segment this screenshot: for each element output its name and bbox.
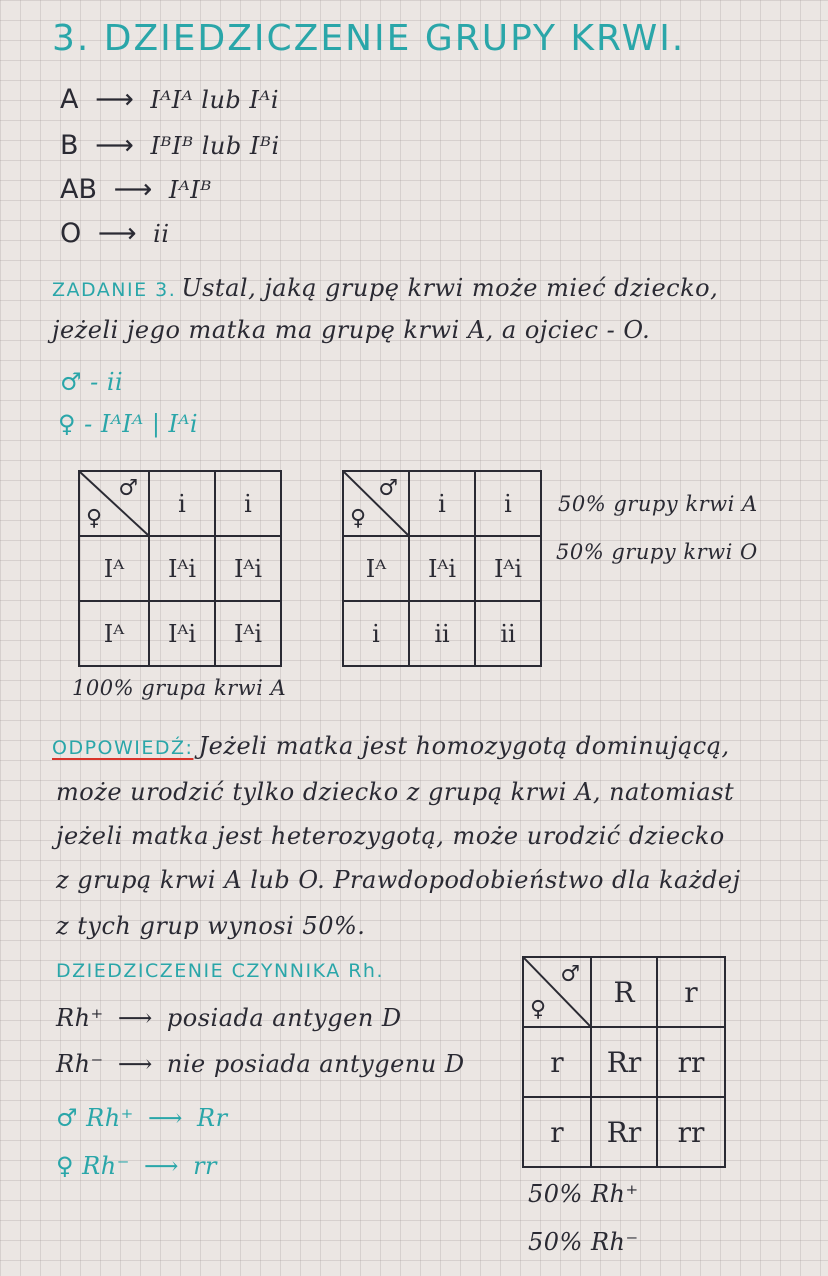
rh-male-row bbox=[56, 1104, 228, 1132]
col-header: R bbox=[591, 957, 657, 1027]
group-label: AB bbox=[60, 174, 97, 205]
row-header: Iᴬ bbox=[79, 601, 149, 666]
genotype-row-ab bbox=[60, 174, 212, 205]
arrow-icon: ⟶ bbox=[147, 1104, 183, 1132]
arrow-icon: ⟶ bbox=[117, 1050, 153, 1078]
offspring-cell: Rr bbox=[591, 1027, 657, 1097]
answer-text-5: z tych grup wynosi 50%. bbox=[56, 912, 366, 940]
male-icon: ♂ bbox=[560, 962, 580, 987]
row-header: r bbox=[523, 1097, 591, 1167]
rh-minus-label: Rh⁻ bbox=[56, 1050, 104, 1078]
answer-text-3: jeżeli matka jest heterozygotą, może urodzić dziecko bbox=[56, 822, 725, 850]
group-label: B bbox=[60, 130, 79, 161]
col-header: i bbox=[149, 471, 215, 536]
rh-heading: DZIEDZICZENIE CZYNNIKA Rh. bbox=[56, 960, 385, 982]
offspring-cell: rr bbox=[657, 1097, 725, 1167]
punnett-square-1 bbox=[78, 470, 282, 667]
task-label: ZADANIE 3. bbox=[52, 279, 177, 301]
col-header: i bbox=[215, 471, 281, 536]
genotype-row-a bbox=[60, 84, 279, 115]
group-label: O bbox=[60, 218, 82, 249]
offspring-cell: Iᴬi bbox=[475, 536, 541, 601]
punnett2-result-2: 50% grupy krwi O bbox=[556, 540, 758, 564]
answer-text-4: z grupą krwi A lub O. Prawdopodobieństwo dla każdej bbox=[56, 866, 741, 894]
offspring-cell: ii bbox=[475, 601, 541, 666]
parent-female: ♀ - IᴬIᴬ | Iᴬi bbox=[58, 410, 199, 438]
punnett3-result-2: 50% Rh⁻ bbox=[528, 1228, 639, 1256]
arrow-icon: ⟶ bbox=[144, 1152, 179, 1180]
rh-minus-row bbox=[56, 1050, 465, 1078]
genotype-row-b bbox=[60, 130, 280, 161]
answer-line-1 bbox=[52, 732, 730, 760]
col-header: i bbox=[475, 471, 541, 536]
offspring-cell: Rr bbox=[591, 1097, 657, 1167]
punnett3-result-1: 50% Rh⁺ bbox=[528, 1180, 639, 1208]
corner-cell bbox=[343, 471, 409, 536]
rh-minus-desc: nie posiada antygenu D bbox=[166, 1050, 465, 1078]
male-icon: ♂ bbox=[118, 476, 138, 501]
punnett1-caption: 100% grupa krwi A bbox=[72, 676, 287, 700]
arrow-icon: ⟶ bbox=[95, 84, 134, 115]
punnett-square-3 bbox=[522, 956, 726, 1168]
parent-male: ♂ - ii bbox=[60, 368, 124, 396]
female-icon: ♀ bbox=[86, 506, 103, 531]
genotype-row-o bbox=[60, 218, 170, 249]
rh-plus-row bbox=[56, 1004, 402, 1032]
row-header: Iᴬ bbox=[79, 536, 149, 601]
arrow-icon: ⟶ bbox=[113, 174, 153, 205]
corner-cell bbox=[79, 471, 149, 536]
punnett-square-2 bbox=[342, 470, 542, 667]
group-label: A bbox=[60, 84, 79, 115]
arrow-icon: ⟶ bbox=[117, 1004, 153, 1032]
offspring-cell: Iᴬi bbox=[215, 536, 281, 601]
task-text-2: jeżeli jego matka ma grupę krwi A, a ojciec - O. bbox=[52, 316, 651, 344]
rh-male: ♂ Rh⁺ bbox=[56, 1104, 134, 1132]
offspring-cell: Iᴬi bbox=[149, 601, 215, 666]
rh-male-genotype: Rr bbox=[197, 1104, 228, 1132]
col-header: i bbox=[409, 471, 475, 536]
female-icon: ♀ bbox=[530, 997, 547, 1022]
row-header: i bbox=[343, 601, 409, 666]
female-icon: ♀ bbox=[350, 506, 367, 531]
punnett2-result-1: 50% grupy krwi A bbox=[558, 492, 758, 516]
task-text-1: Ustal, jaką grupę krwi może mieć dziecko, bbox=[181, 274, 719, 302]
genotype-value: IᴬIᴬ lub Iᴬi bbox=[150, 86, 279, 114]
rh-female-genotype: rr bbox=[193, 1152, 218, 1180]
genotype-value: IᴮIᴮ lub Iᴮi bbox=[150, 132, 280, 160]
offspring-cell: Iᴬi bbox=[149, 536, 215, 601]
offspring-cell: Iᴬi bbox=[215, 601, 281, 666]
male-icon: ♂ bbox=[378, 476, 398, 501]
genotype-value: ii bbox=[153, 220, 170, 248]
rh-plus-label: Rh⁺ bbox=[56, 1004, 104, 1032]
answer-text-1: Jeżeli matka jest homozygotą dominującą, bbox=[198, 732, 730, 760]
arrow-icon: ⟶ bbox=[97, 218, 137, 249]
genotype-value: IᴬIᴮ bbox=[168, 176, 212, 204]
offspring-cell: rr bbox=[657, 1027, 725, 1097]
page-title: 3. DZIEDZICZENIE GRUPY KRWI. bbox=[52, 18, 686, 59]
col-header: r bbox=[657, 957, 725, 1027]
answer-label: ODPOWIEDŹ: bbox=[52, 737, 194, 759]
row-header: Iᴬ bbox=[343, 536, 409, 601]
offspring-cell: ii bbox=[409, 601, 475, 666]
task-line-1 bbox=[52, 274, 718, 302]
rh-female: ♀ Rh⁻ bbox=[56, 1152, 130, 1180]
rh-female-row bbox=[56, 1152, 217, 1180]
arrow-icon: ⟶ bbox=[95, 130, 134, 161]
rh-plus-desc: posiada antygen D bbox=[166, 1004, 402, 1032]
row-header: r bbox=[523, 1027, 591, 1097]
answer-text-2: może urodzić tylko dziecko z grupą krwi A, natomiast bbox=[56, 778, 735, 806]
offspring-cell: Iᴬi bbox=[409, 536, 475, 601]
corner-cell bbox=[523, 957, 591, 1027]
